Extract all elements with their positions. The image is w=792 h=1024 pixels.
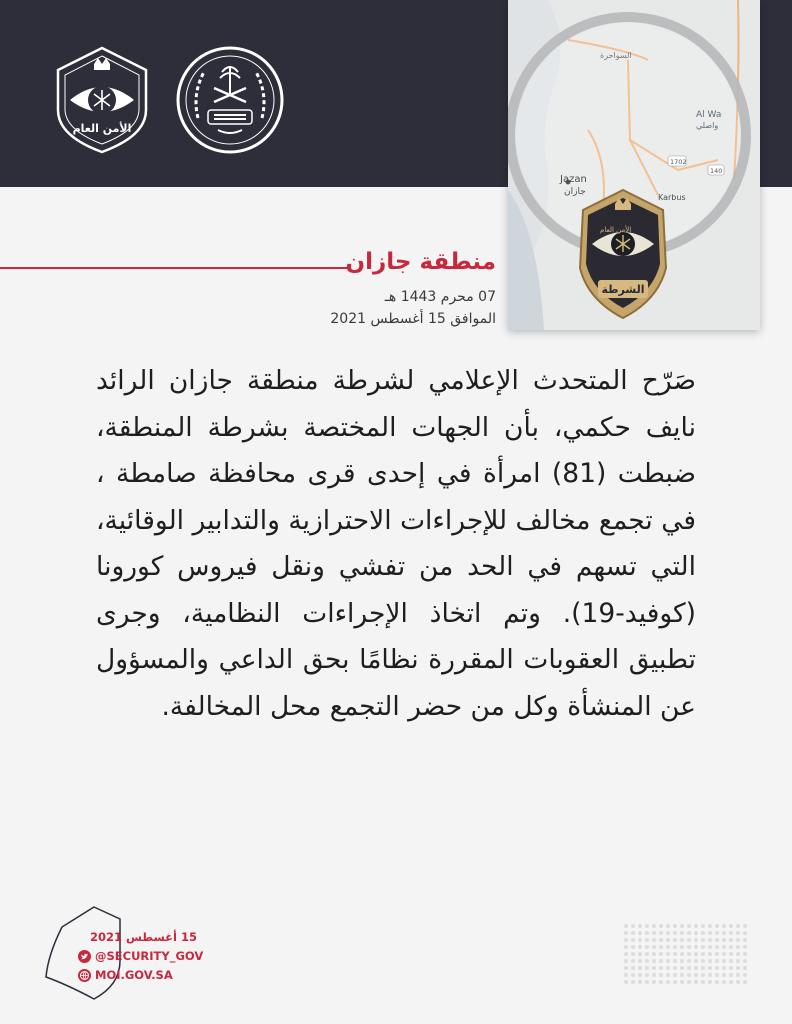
badge-label-top: الأمن العام [600,226,632,234]
footer-date [90,930,197,944]
hijri-date: 07 محرم 1443 هـ [384,289,496,305]
website-text: MOI.GOV.SA [95,968,173,982]
title-divider-line [0,267,350,269]
map-label-sawahira: السواحرة [600,51,632,60]
badge-label-bottom: الشرطة [601,283,645,296]
globe-icon [78,969,91,982]
map-label-alwasli-ar: واصلي [696,121,719,130]
footer-date-text: 15 أغسطس 2021 [90,930,197,944]
decorative-dot-pattern [622,922,750,988]
public-security-logo [46,44,158,156]
ministry-emblem [174,44,286,156]
map-label-jazan-ar: جازان [564,187,586,197]
footer-website[interactable] [78,968,173,982]
jazan-map-image [508,0,760,330]
footer-twitter-handle[interactable] [78,949,203,963]
map-road-1702: 1702 [670,158,687,166]
map-road-140: 140 [710,167,723,175]
gregorian-date: الموافق 15 أغسطس 2021 [330,311,496,327]
map-label-alwasli-en: Al Wa [696,110,722,120]
map-label-jazan-en: Jazan [560,174,587,185]
twitter-handle-text: @SECURITY_GOV [95,949,204,963]
region-title: منطقة جازان [345,249,496,275]
statement-paragraph: صَرّح المتحدث الإعلامي لشرطة منطقة جازان الرائد نايف حكمي، بأن الجهات المختصة بشرطة المنطقة، ضبطت (81) امرأة في إحدى قرى محافظة صامطة ، في تجمع مخالف للإجراءات الاحترازية والتدابير الوقائية، التي تسهم في الحد من تفشي ونقل فيروس كورونا (كوفيد-19). وتم اتخاذ الإجراءات النظامية، وجرى تطبيق العقوبات المقررة نظامًا بحق الداعي والمسؤول عن المنشأة وكل من حضر التجمع محل المخالفة. [96,365,696,722]
logo-caption: الأمن العام [72,122,132,135]
twitter-icon [78,950,91,963]
map-label-karbus: Karbus [658,193,686,202]
